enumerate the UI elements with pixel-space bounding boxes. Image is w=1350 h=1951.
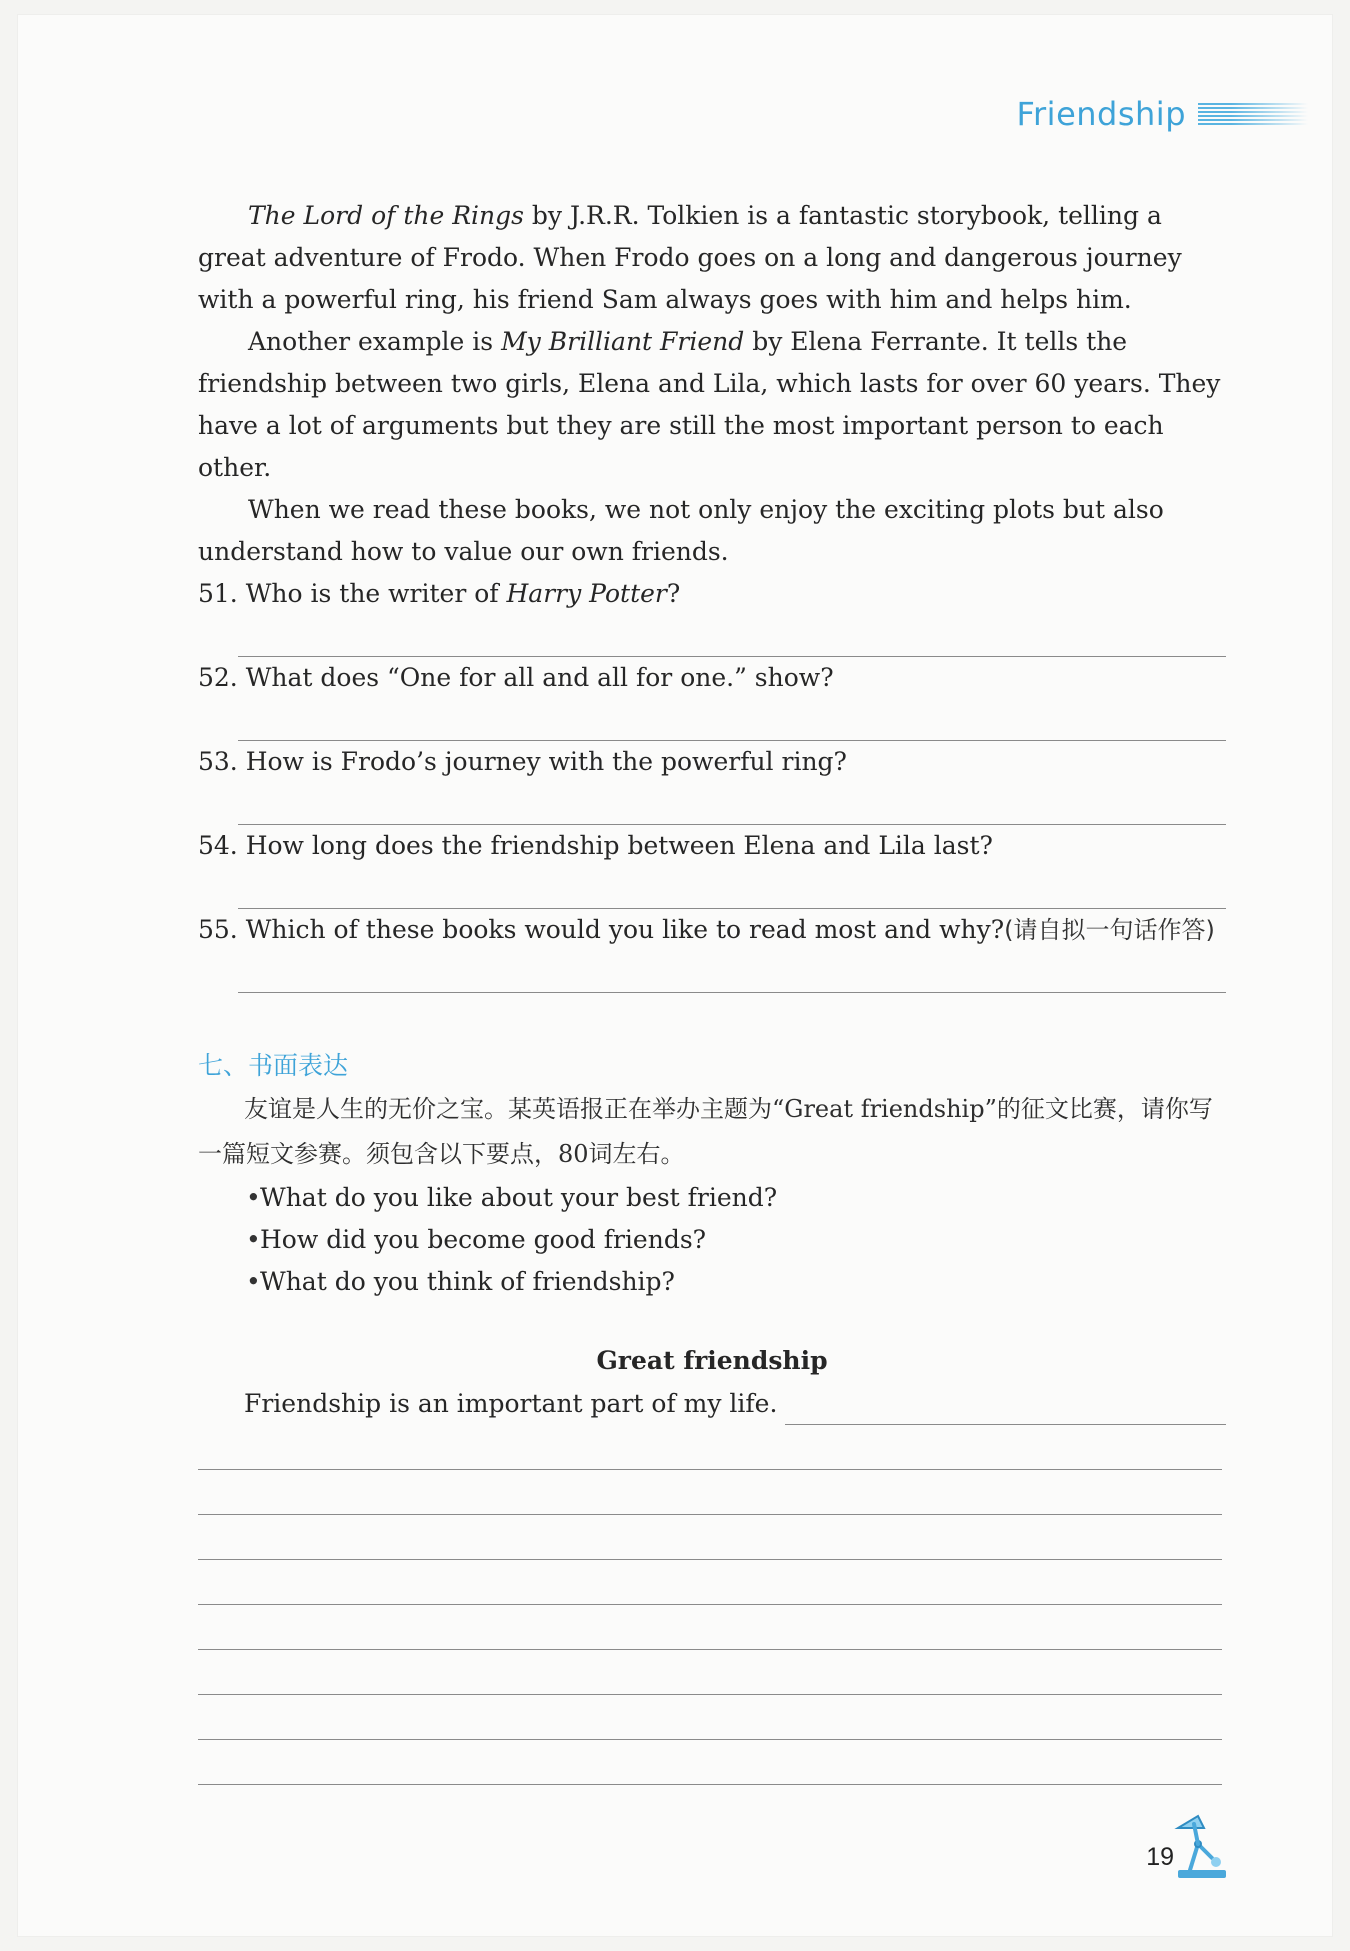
page-number: 19 xyxy=(1146,1843,1174,1871)
writing-bullet-list xyxy=(198,1177,1226,1303)
section-title-writing: 七、书面表达 xyxy=(198,1051,349,1080)
essay-start-sentence: Friendship is an important part of my life. xyxy=(244,1389,778,1418)
answer-line-53[interactable] xyxy=(238,783,1226,825)
writing-prompt: 友谊是人生的无价之宝。某英语报正在举办主题为“Great friendship”的征文比赛，请你写一篇短文参赛。须包含以下要点，80词左右。 xyxy=(198,1095,1213,1168)
passage-paragraph-2-start: Another example is xyxy=(248,327,502,356)
question-55-text: 55. Which of these books would you like to read most and why? xyxy=(198,915,1005,944)
header-stripes-decoration xyxy=(1198,103,1308,125)
header-title: Friendship xyxy=(1016,95,1186,133)
question-51-start: 51. Who is the writer of xyxy=(198,579,507,608)
bullet-icon: • xyxy=(246,1183,261,1212)
workbook-page xyxy=(18,15,1332,1936)
question-55-note: (请自拟一句话作答) xyxy=(1004,916,1215,944)
essay-title: Great friendship xyxy=(596,1346,828,1375)
essay-writing-line[interactable] xyxy=(198,1560,1222,1605)
desk-lamp-icon xyxy=(1172,1810,1232,1880)
essay-writing-line[interactable] xyxy=(198,1605,1222,1650)
passage-paragraph-1 xyxy=(198,195,1226,321)
answer-line-51[interactable] xyxy=(238,615,1226,657)
answer-line-54[interactable] xyxy=(238,867,1226,909)
bullet-icon: • xyxy=(246,1267,261,1296)
passage-paragraph-2 xyxy=(198,321,1226,489)
essay-writing-line[interactable] xyxy=(198,1650,1222,1695)
answer-line-52[interactable] xyxy=(238,699,1226,741)
essay-writing-line[interactable] xyxy=(198,1425,1222,1470)
page-content xyxy=(198,195,1226,1785)
question-52: 52. What does “One for all and all for one.” show? xyxy=(198,663,834,692)
passage-paragraph-3: When we read these books, we not only enjoy the exciting plots but also understand how to value our own friends. xyxy=(198,495,1164,566)
book-title-harry-potter: Harry Potter xyxy=(506,579,667,608)
essay-writing-line[interactable] xyxy=(198,1470,1222,1515)
bullet-icon: • xyxy=(246,1225,261,1254)
book-title-brilliant-friend: My Brilliant Friend xyxy=(501,327,745,356)
question-55 xyxy=(198,909,1226,951)
essay-writing-line[interactable] xyxy=(198,1695,1222,1740)
essay-start-row xyxy=(198,1383,1226,1425)
list-item: •What do you like about your best friend? xyxy=(198,1177,1226,1219)
essay-writing-line[interactable] xyxy=(198,1515,1222,1560)
list-item: •How did you become good friends? xyxy=(198,1219,1226,1261)
question-54: 54. How long does the friendship between Elena and Lila last? xyxy=(198,831,993,860)
essay-writing-line-first[interactable] xyxy=(785,1392,1226,1425)
page-header xyxy=(1016,95,1308,133)
list-item: •What do you think of friendship? xyxy=(198,1261,1226,1303)
essay-writing-line[interactable] xyxy=(198,1740,1222,1785)
question-51 xyxy=(198,573,1226,615)
answer-line-55[interactable] xyxy=(238,951,1226,993)
book-title-lotr: The Lord of the Rings xyxy=(248,201,524,230)
passage-paragraph-2-text: by Elena Ferrante. It tells the friendship between two girls, Elena and Lila, which lasts for over 60 years. They have a lot of arguments but they are still the most important person to each other. xyxy=(198,327,1221,482)
question-53: 53. How is Frodo’s journey with the powerful ring? xyxy=(198,747,847,776)
question-51-end: ? xyxy=(666,579,681,608)
passage-paragraph-1-text: by J.R.R. Tolkien is a fantastic storybook, telling a great adventure of Frodo. When Frodo goes on a long and dangerous journey with a powerful ring, his friend Sam always goes with him and helps him. xyxy=(198,201,1182,314)
